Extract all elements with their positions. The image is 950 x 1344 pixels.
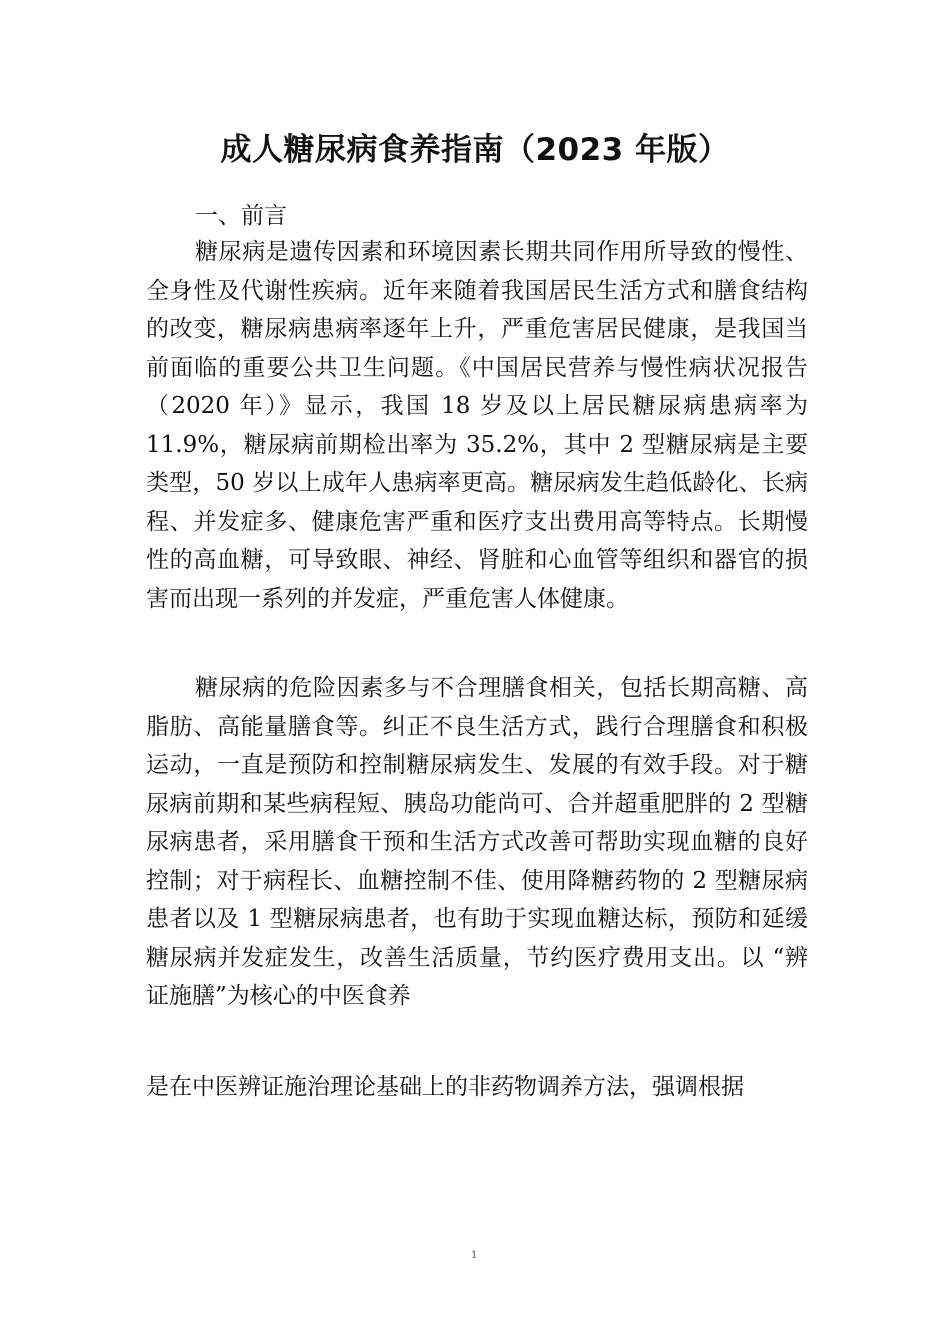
paragraph-1: 糖尿病是遗传因素和环境因素长期共同作用所导致的慢性、全身性及代谢性疾病。近年来随着我国居民生活方式和膳食结构的改变，糖尿病患病率逐年上升，严重危害居民健康，是我国当前面临的重要公共卫生问题。《中国居民营养与慢性病状况报告（2020 年）》显示，我国 18 岁及以上居民糖尿病患病率为 11.9%，糖尿病前期检出率为 35.2%，其中 2 型糖尿病是主要类型，50 岁以上成年人患病率更高。糖尿病发生趋低龄化、长病程、并发症多、健康危害严重和医疗支出费用高等特点。长期慢性的高血糖，可导致眼、神经、肾脏和心血管等组织和器官的损害而出现一系列的并发症，严重危害人体健康。 [146, 239, 808, 612]
paragraph-2: 糖尿病的危险因素多与不合理膳食相关，包括长期高糖、高脂肪、高能量膳食等。纠正不良生活方式，践行合理膳食和积极运动，一直是预防和控制糖尿病发生、发展的有效手段。对于糖尿病前期和某些病程短、胰岛功能尚可、合并超重肥胖的 2 型糖尿病患者，采用膳食干预和生活方式改善可帮助实现血糖的良好控制；对于病程长、血糖控制不佳、使用降糖药物的 2 型糖尿病患者以及 1 型糖尿病患者，也有助于实现血糖达标，预防和延缓糖尿病并发症发生，改善生活质量，节约医疗费用支出。以 “辨证施膳”为核心的中医食养 [146, 675, 808, 1009]
paragraph-3: 是在中医辨证施治理论基础上的非药物调养方法，强调根据 [146, 1074, 744, 1100]
document-title: 成人糖尿病食养指南（2023 年版） [220, 132, 730, 168]
section-heading: 一、前言 [195, 203, 287, 229]
page-number: 1 [471, 1250, 478, 1261]
